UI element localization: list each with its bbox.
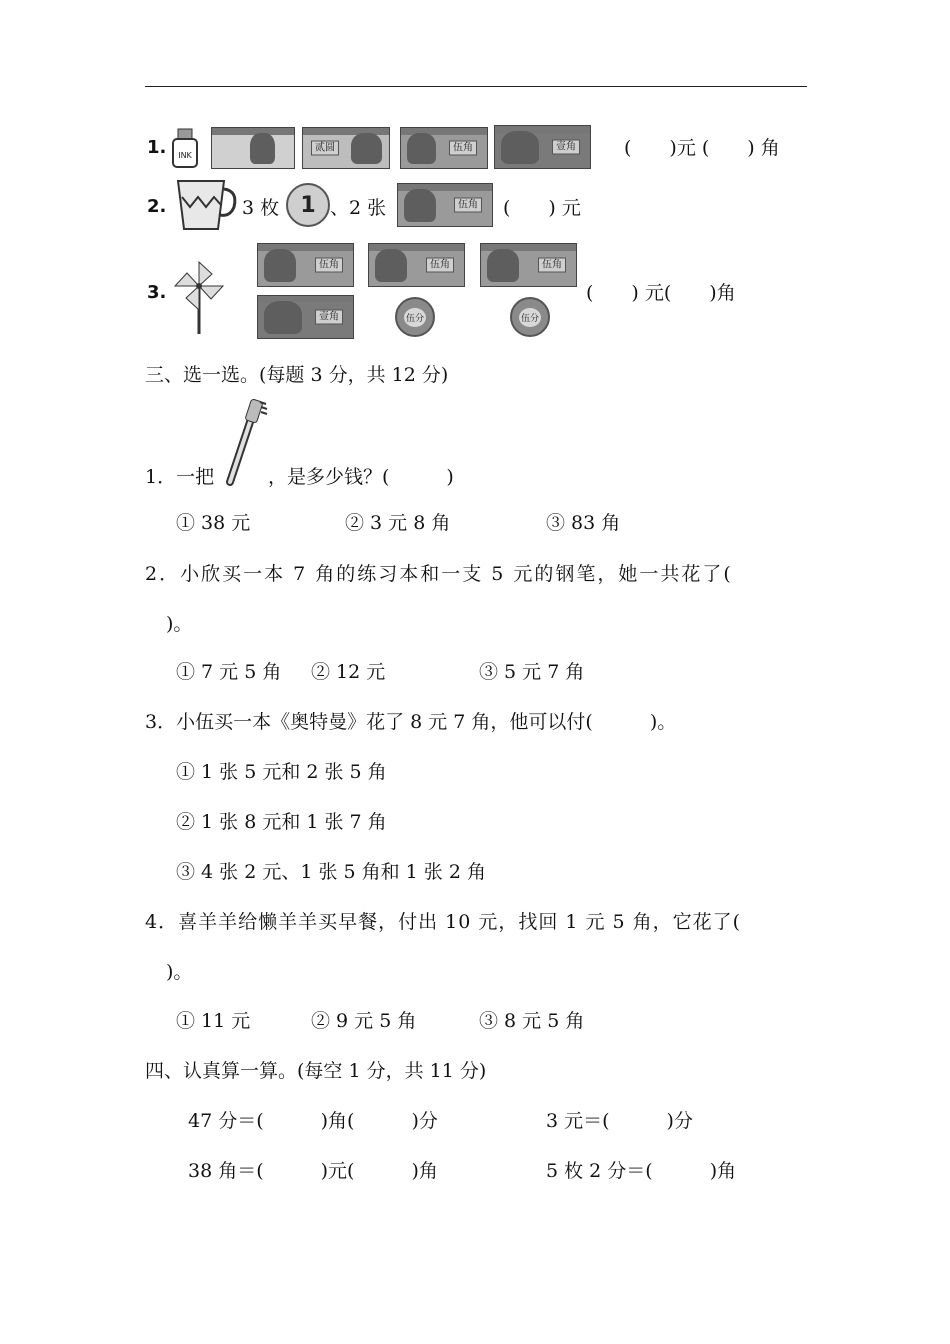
banknote-2yuan: 贰圆 <box>302 127 390 169</box>
ink-label: INK <box>178 151 192 160</box>
q3-answer-blank[interactable]: ( ) 元( )角 <box>586 282 736 304</box>
banknote-5jiao: 伍角 <box>368 243 465 287</box>
pinwheel-icon <box>174 258 224 336</box>
section3-title: 三、选一选。(每题 3 分，共 12 分) <box>145 364 449 386</box>
s3-q1-option-3[interactable]: ③ 83 角 <box>546 512 621 534</box>
s3-q2-option-1[interactable]: ① 7 元 5 角 <box>176 661 282 683</box>
s3-q4-stem-cont: )。 <box>166 961 193 983</box>
s3-q1-option-1[interactable]: ① 38 元 <box>176 512 251 534</box>
s3-q4-option-2[interactable]: ② 9 元 5 角 <box>311 1010 417 1032</box>
s3-q4-option-1[interactable]: ① 11 元 <box>176 1010 251 1032</box>
q2-number: 2. <box>147 196 167 217</box>
s4-item-1[interactable]: 47 分＝( )角( )分 <box>188 1110 438 1132</box>
header-rule <box>145 86 807 87</box>
s3-q3-stem: 3．小伍买一本《奥特曼》花了 8 元 7 角，他可以付( )。 <box>145 711 677 733</box>
q1-answer-blank[interactable]: ( )元 ( ) 角 <box>624 137 780 159</box>
banknote-1jiao: 壹角 <box>257 295 354 339</box>
section4-title: 四、认真算一算。(每空 1 分，共 11 分) <box>145 1060 487 1082</box>
s3-q2-option-3[interactable]: ③ 5 元 7 角 <box>479 661 585 683</box>
banknote-yuan <box>211 127 295 169</box>
s3-q2-stem: 2．小欣买一本 7 角的练习本和一支 5 元的钢笔，她一共花了( <box>145 563 733 585</box>
s4-item-3[interactable]: 38 角＝( )元( )角 <box>188 1160 438 1182</box>
cup-icon <box>174 177 240 233</box>
banknote-5jiao: 伍角 <box>400 127 488 169</box>
q2-text-notes: 、2 张 <box>330 197 387 219</box>
q3-number: 3. <box>147 282 167 303</box>
s4-item-4[interactable]: 5 枚 2 分＝( )角 <box>546 1160 737 1182</box>
s4-item-2[interactable]: 3 元＝( )分 <box>546 1110 693 1132</box>
s3-q3-option-3[interactable]: ③ 4 张 2 元、1 张 5 角和 1 张 2 角 <box>176 861 486 883</box>
banknote-5jiao: 伍角 <box>397 183 493 227</box>
coin-5fen: 伍分 <box>510 297 550 337</box>
s3-q4-stem: 4．喜羊羊给懒羊羊买早餐，付出 10 元，找回 1 元 5 角，它花了( <box>145 911 742 933</box>
banknote-5jiao: 伍角 <box>257 243 354 287</box>
q2-answer-blank[interactable]: ( ) 元 <box>503 197 581 219</box>
ink-bottle-icon <box>170 127 202 169</box>
s3-q1-stem-a: 1．一把 <box>145 466 215 488</box>
banknote-5jiao: 伍角 <box>480 243 577 287</box>
s3-q3-option-2[interactable]: ② 1 张 8 元和 1 张 7 角 <box>176 811 387 833</box>
s3-q1-option-2[interactable]: ② 3 元 8 角 <box>345 512 451 534</box>
q1-number: 1. <box>147 137 167 158</box>
toothbrush-icon <box>222 396 268 488</box>
coin-1yuan: 1 <box>286 183 330 227</box>
s3-q4-option-3[interactable]: ③ 8 元 5 角 <box>479 1010 585 1032</box>
s3-q2-option-2[interactable]: ② 12 元 <box>311 661 386 683</box>
coin-5fen: 伍分 <box>395 297 435 337</box>
banknote-1jiao: 壹角 <box>494 125 591 169</box>
s3-q1-stem-b: ，是多少钱？( ) <box>268 466 454 488</box>
q2-text-coins: 3 枚 <box>242 197 280 219</box>
s3-q3-option-1[interactable]: ① 1 张 5 元和 2 张 5 角 <box>176 761 387 783</box>
s3-q2-stem-cont: )。 <box>166 613 193 635</box>
